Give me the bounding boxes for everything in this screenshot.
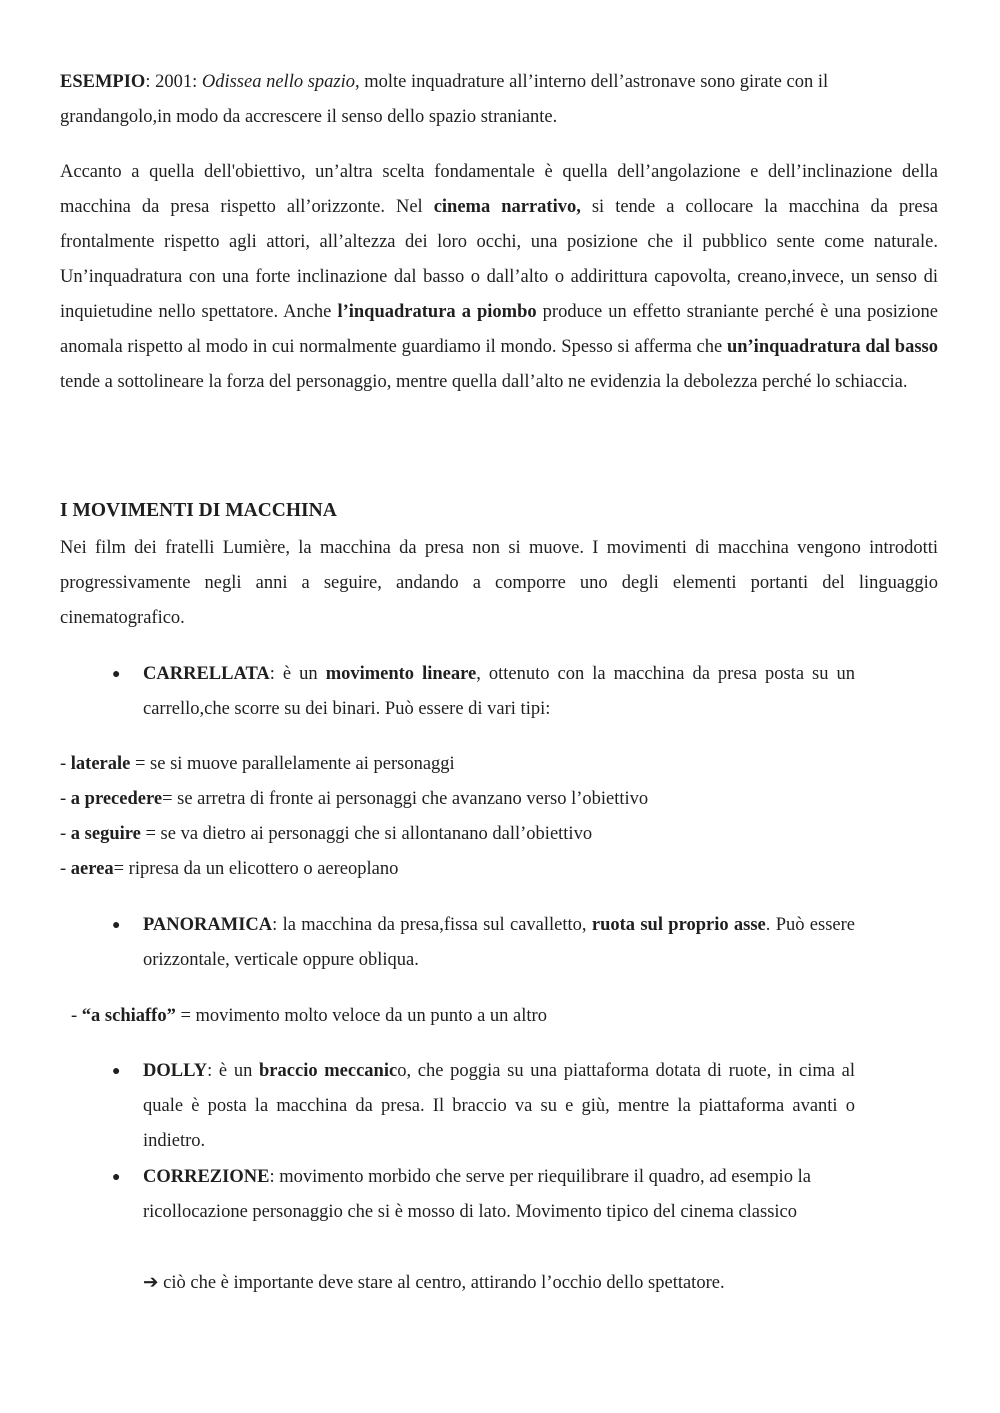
correzione-text: : movimento morbido che serve per riequilibrare il quadro, ad esempio la ricollocazione personaggio che si è mosso di lato. Movimento tipico del cinema classico [143, 1167, 811, 1222]
dash: - [60, 789, 71, 809]
list-item [60, 782, 648, 817]
list-item-schiaffo [71, 999, 547, 1034]
bullet-dot: ● [112, 667, 121, 682]
correzione-label: CORREZIONE [143, 1167, 270, 1187]
bullet-dolly [143, 1054, 855, 1159]
bullet-dot: ● [112, 918, 121, 933]
panoramica-text-2: . Può essere orizzontale, verticale oppure obliqua. [143, 915, 856, 970]
dolly-text-1: : è un [207, 1061, 260, 1081]
type-term: “a schiaffo” [81, 1006, 176, 1026]
angolazione-bold-1: cinema narrativo, [433, 197, 581, 217]
dash: - [71, 1006, 82, 1026]
angolazione-text-3: produce un effetto straniante perché è una posizione anomala rispetto al modo in cui normalmente guardiamo il mondo. Spesso si afferma che [60, 302, 938, 357]
bullet-correzione [143, 1160, 855, 1230]
angolazione-text-2: si tende a collocare la macchina da presa frontalmente rispetto agli attori, all’altezza dei loro occhi, una posizione che il pubblico sente come naturale. Un’inquadratura con una forte inclinazione dal basso o dall’alto o addirittura capovolta, creano,invece, un senso di inquietudine nello spettatore. Anche [60, 197, 939, 322]
section-title: I MOVIMENTI DI MACCHINA [60, 500, 337, 521]
angolazione-text-4: tende a sottolineare la forza del personaggio, mentre quella dall’alto ne evidenzia la debolezza perché lo schiaccia. [60, 372, 908, 392]
esempio-text-1: : 2001: [145, 72, 202, 92]
carrellata-text-2: , ottenuto con la macchina da presa posta su un carrello,che scorre su dei binari. Può essere di vari tipi: [143, 664, 856, 719]
paragraph-intro: Nei film dei fratelli Lumière, la macchina da presa non si muove. I movimenti di macchina vengono introdotti progressivamente negli anni a seguire, andando a comporre uno degli elementi portanti del linguaggio cinematografico. [60, 538, 938, 628]
bullet-dot: ● [112, 1170, 121, 1185]
esempio-label: ESEMPIO [60, 72, 146, 92]
type-desc: = se va dietro ai personaggi che si allontanano dall’obiettivo [140, 824, 593, 844]
correzione-arrow-line: ➔ ciò che è importante deve stare al centro, attirando l’occhio dello spettatore. [143, 1273, 725, 1293]
dolly-label: DOLLY [143, 1061, 208, 1081]
film-title: Odissea nello spazio [201, 72, 355, 92]
panoramica-text-1: : la macchina da presa,fissa sul cavalletto, [272, 915, 592, 935]
type-desc: = movimento molto veloce da un punto a un altro [175, 1006, 547, 1026]
angolazione-bold-3: un’inquadratura dal basso [726, 337, 938, 357]
angolazione-bold-2: l’inquadratura a piombo [337, 302, 537, 322]
carrellata-text-1: : è un [269, 664, 326, 684]
type-term: aerea [70, 859, 114, 879]
bullet-panoramica [143, 908, 855, 978]
list-item [60, 852, 398, 887]
type-term: a precedere [70, 789, 163, 809]
list-item [60, 747, 455, 782]
dash: - [60, 859, 71, 879]
esempio-text-2: , molte inquadrature all’interno dell’astronave sono girate con il grandangolo,in modo da accrescere il senso dello spazio straniante. [60, 72, 829, 127]
carrellata-bold: movimento lineare [325, 664, 477, 684]
dolly-bold: braccio meccanic [259, 1061, 398, 1081]
paragraph-esempio [60, 65, 938, 135]
angolazione-text-1: Accanto a quella dell'obiettivo, un’altra scelta fondamentale è quella dell’angolazione e dell’inclinazione della macchina da presa rispetto all’orizzonte. Nel [60, 162, 938, 217]
type-term: a seguire [70, 824, 141, 844]
list-item [60, 817, 592, 852]
dolly-text-2: o, che poggia su una piattaforma dotata di ruote, in cima al quale è posta la macchina da presa. Il braccio va su e giù, mentre la piattaforma avanti o indietro. [143, 1061, 855, 1151]
bullet-dot: ● [112, 1064, 121, 1079]
carrellata-label: CARRELLATA [143, 664, 270, 684]
type-desc: = ripresa da un elicottero o aereoplano [113, 859, 399, 879]
dash: - [60, 754, 71, 774]
paragraph-angolazione [60, 155, 938, 400]
panoramica-label: PANORAMICA [143, 915, 273, 935]
bullet-carrellata [143, 657, 855, 727]
type-term: laterale [70, 754, 131, 774]
dash: - [60, 824, 71, 844]
panoramica-bold: ruota sul proprio asse [591, 915, 766, 935]
type-desc: = se arretra di fronte ai personaggi che avanzano verso l’obiettivo [162, 789, 649, 809]
type-desc: = se si muove parallelamente ai personaggi [130, 754, 455, 774]
